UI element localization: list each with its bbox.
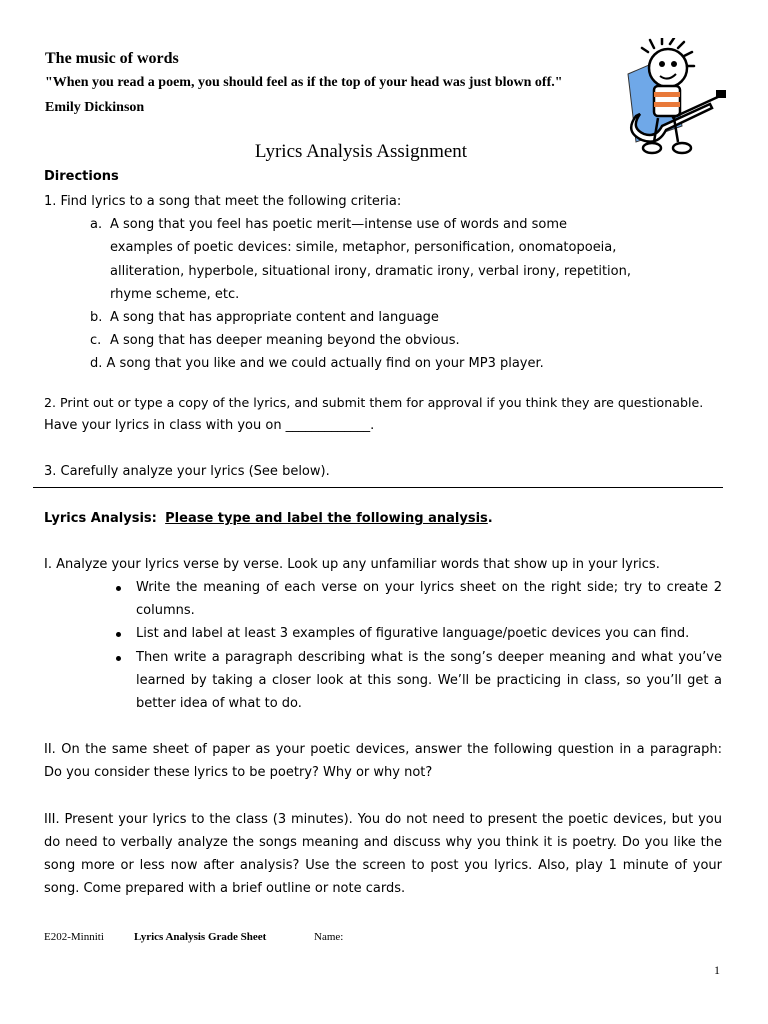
page-number: 1 [714,963,720,977]
analysis-label: Lyrics Analysis: [44,511,157,526]
footer [44,931,343,943]
criterion-c: A song that has deeper meaning beyond the obvious. [110,333,460,348]
bullet-icon [116,632,121,637]
section-2: II. On the same sheet of paper as your poetic devices, answer the following question in a paragraph: Do you consider these lyrics to be poetry? Why or why not? [44,742,722,780]
direction-item-2: 2. Print out or type a copy of the lyrics, and submit them for approval if you think they are questionable. [44,395,704,410]
footer-course: E202-Minniti [44,931,104,943]
criterion-d: d. A song that you like and we could actually find on your MP3 player. [90,356,544,371]
direction-item-1: 1. Find lyrics to a song that meet the following criteria: [44,194,402,209]
section-3: III. Present your lyrics to the class (3 minutes). You do not need to present the poetic devices, but you do need to verbally analyze the songs meaning and discuss why you think it is poetry. Do you like the song more or less now after analysis? Use the screen to post you lyrics. Also, play 1 minute of your song. Come prepared with a brief outline or note cards. [44,812,722,896]
directions-heading: Directions [44,169,119,184]
bullet-icon [116,586,121,591]
criterion-a-line: rhyme scheme, etc. [110,287,240,302]
criterion-a-marker: a. [90,217,103,232]
direction-item-3: 3. Carefully analyze your lyrics (See below). [44,464,330,479]
criterion-b: A song that has appropriate content and language [110,310,439,325]
criterion-a-line: alliteration, hyperbole, situational irony, dramatic irony, verbal irony, repetition, [110,264,631,279]
assignment-title: Lyrics Analysis Assignment [254,141,468,162]
criterion-a-line: examples of poetic devices: simile, metaphor, personification, onomatopoeia, [110,240,617,255]
header-author: Emily Dickinson [45,100,145,115]
analysis-period: . [487,511,493,526]
bullet-icon [116,656,121,661]
section-1-bullet: Write the meaning of each verse on your lyrics sheet on the right side; try to create 2 columns. [136,580,722,618]
header-quote: "When you read a poem, you should feel as if the top of your head was just blown off." [45,75,563,90]
section-1-bullet: List and label at least 3 examples of figurative language/poetic devices you can find. [136,626,690,641]
footer-sheet-title: Lyrics Analysis Grade Sheet [134,931,267,943]
criterion-b-marker: b. [90,310,103,325]
criterion-c-marker: c. [90,333,102,348]
analysis-heading [44,511,493,526]
header-title: The music of words [45,50,179,67]
criterion-a-line: A song that you feel has poetic merit—intense use of words and some [110,217,567,232]
section-1-bullet: Then write a paragraph describing what is the song’s deeper meaning and what you’ve learned by taking a closer look at this song. We’ll be practicing in class, so you’ll get a better idea of what to do. [136,650,722,711]
section-divider [33,487,723,488]
footer-name-label: Name: [314,931,344,943]
section-1-intro: I. Analyze your lyrics verse by verse. Look up any unfamiliar words that show up in your lyrics. [44,557,660,572]
analysis-instruction: Please type and label the following analysis [165,511,488,526]
direction-item-2-continued: Have your lyrics in class with you on _____________. [44,418,375,433]
